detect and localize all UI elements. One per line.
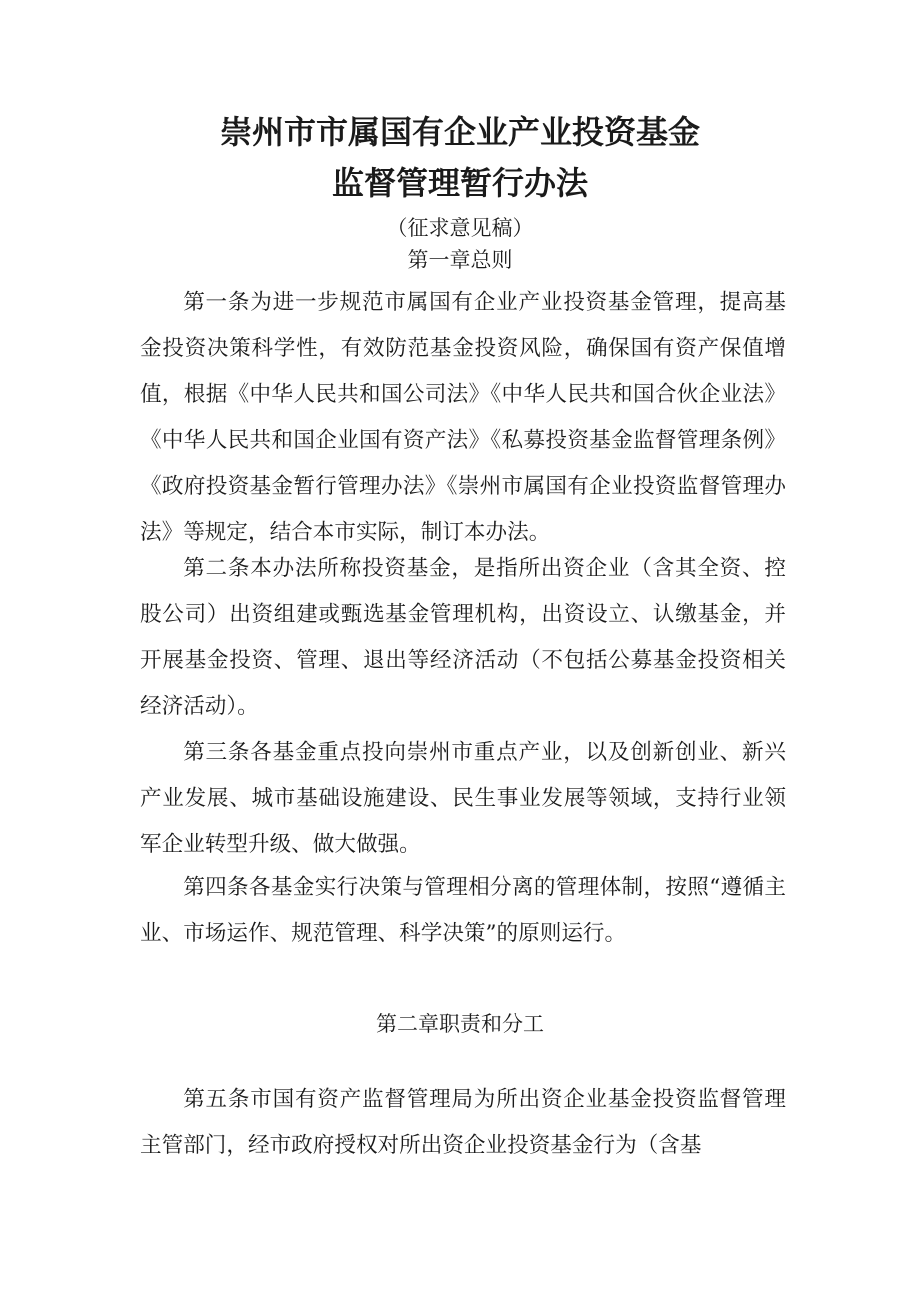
document-title-line2: 监督管理暂行办法 [331, 164, 588, 202]
draft-note: （征求意见稿） [386, 216, 534, 240]
document-title-line1: 崇州市市属国有企业产业投资基金 [219, 113, 700, 151]
chapter-1-heading: 第一章总则 [407, 248, 513, 272]
chapter-2-heading: 第二章职责和分工 [376, 1012, 544, 1036]
article-3: 第三条各基金重点投向崇州市重点产业，以及创新创业、新兴产业发展、城市基础设施建设、民生事业发展等领域，支持行业领军企业转型升级、做大做强。 [140, 740, 786, 857]
article-2: 第二条本办法所称投资基金，是指所出资企业（含其全资、控股公司）出资组建或甄选基金管理机构，出资设立、认缴基金，并开展基金投资、管理、退出等经济活动（不包括公募基金投资相关经济活动）。 [140, 556, 786, 719]
article-5: 第五条市国有资产监督管理局为所出资企业基金投资监督管理主管部门，经市政府授权对所出资企业投资基金行为（含基 [140, 1087, 786, 1158]
article-1: 第一条为进一步规范市属国有企业产业投资基金管理，提高基金投资决策科学性，有效防范基金投资风险，确保国有资产保值增值，根据《中华人民共和国公司法》《中华人民共和国合伙企业法》《中华人民共和国企业国有资产法》《私募投资基金监督管理条例》《政府投资基金暂行管理办法》《崇州市属国有企业投资监督管理办法》等规定，结合本市实际，制订本办法。 [140, 290, 786, 545]
article-4: 第四条各基金实行决策与管理相分离的管理体制，按照“遵循主业、市场运作、规范管理、科学决策”的原则运行。 [140, 875, 786, 946]
